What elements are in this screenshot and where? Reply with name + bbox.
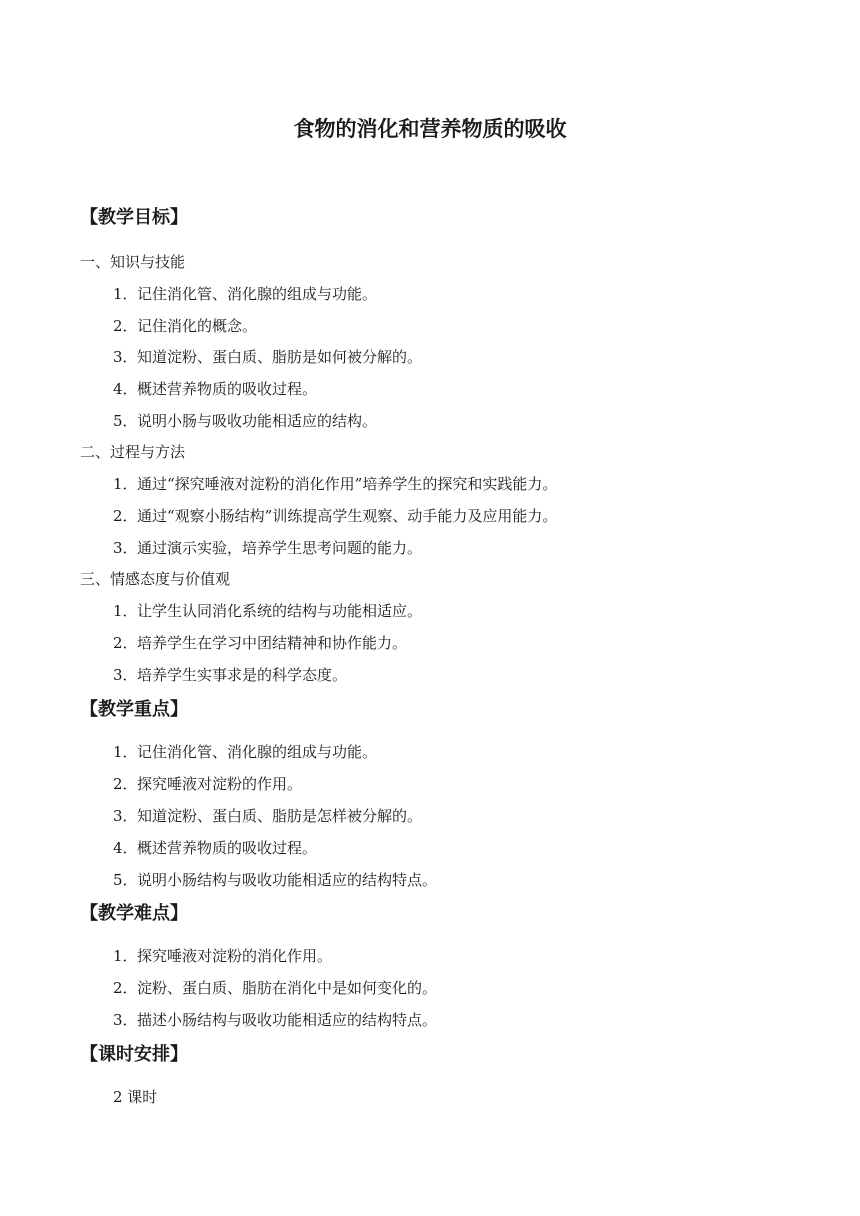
list-item: 1．让学生认同消化系统的结构与功能相适应。: [113, 602, 423, 620]
list-item: 2．记住消化的概念。: [113, 317, 258, 335]
list-item: 2．培养学生在学习中团结精神和协作能力。: [113, 634, 408, 652]
list-item: 3．培养学生实事求是的科学态度。: [113, 666, 348, 684]
list-item: 2．淀粉、蛋白质、脂肪在消化中是如何变化的。: [113, 979, 438, 997]
section-heading-difficulties: 【教学难点】: [80, 903, 188, 924]
list-item: 2．探究唾液对淀粉的作用。: [113, 775, 303, 793]
subsection-attitude: 三、情感态度与价值观: [80, 570, 231, 588]
section-heading-schedule: 【课时安排】: [80, 1044, 188, 1065]
list-item: 5．说明小肠与吸收功能相适应的结构。: [113, 412, 378, 430]
list-item: 1．记住消化管、消化腺的组成与功能。: [113, 743, 378, 761]
list-item: 4．概述营养物质的吸收过程。: [113, 380, 318, 398]
section-heading-key-points: 【教学重点】: [80, 699, 188, 720]
section-heading-objectives: 【教学目标】: [80, 207, 188, 228]
subsection-process: 二、过程与方法: [80, 443, 186, 461]
list-item: 1．记住消化管、消化腺的组成与功能。: [113, 285, 378, 303]
subsection-knowledge: 一、知识与技能: [80, 253, 186, 271]
document-title: 食物的消化和营养物质的吸收: [293, 117, 567, 141]
list-item: 2．通过“观察小肠结构”训练提高学生观察、动手能力及应用能力。: [113, 507, 558, 525]
list-item: 3．知道淀粉、蛋白质、脂肪是怎样被分解的。: [113, 807, 423, 825]
schedule-text: 2 课时: [113, 1088, 158, 1106]
list-item: 1．探究唾液对淀粉的消化作用。: [113, 947, 333, 965]
list-item: 5．说明小肠结构与吸收功能相适应的结构特点。: [113, 871, 438, 889]
list-item: 3．知道淀粉、蛋白质、脂肪是如何被分解的。: [113, 348, 423, 366]
list-item: 3．描述小肠结构与吸收功能相适应的结构特点。: [113, 1011, 438, 1029]
list-item: 3．通过演示实验，培养学生思考问题的能力。: [113, 539, 423, 557]
list-item: 1．通过“探究唾液对淀粉的消化作用”培养学生的探究和实践能力。: [113, 475, 558, 493]
list-item: 4．概述营养物质的吸收过程。: [113, 839, 318, 857]
